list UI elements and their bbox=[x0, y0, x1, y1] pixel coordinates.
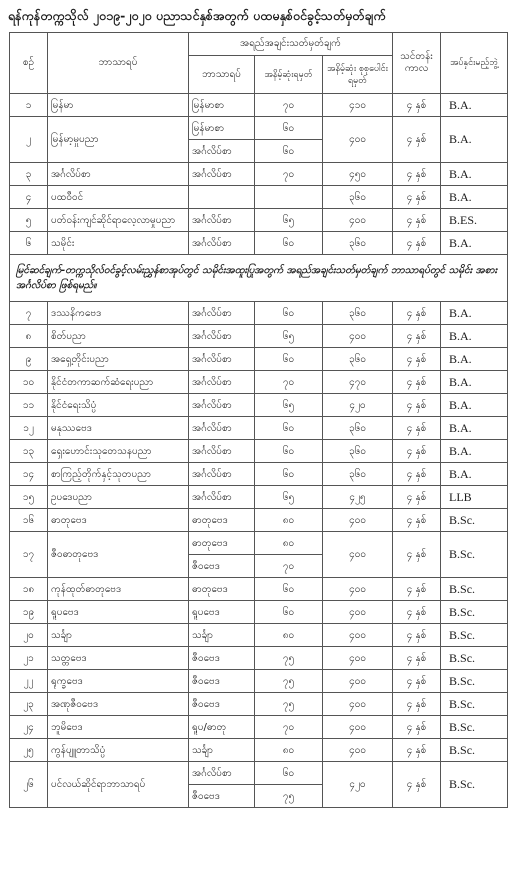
row-required-subject: ဓာတုဗေဒ bbox=[189, 532, 255, 555]
row-min-mark: ၆၀ bbox=[255, 601, 323, 624]
row-degree: B.A. bbox=[441, 394, 508, 417]
row-min-mark: ၆၀ bbox=[255, 348, 323, 371]
row-degree: B.Sc. bbox=[441, 624, 508, 647]
row-duration: ၄ နှစ် bbox=[393, 739, 441, 762]
row-required-subject: မြန်မာစာ bbox=[189, 117, 255, 140]
row-subject: ရုက္ခဗေဒ bbox=[48, 670, 189, 693]
row-duration: ၄ နှစ် bbox=[393, 601, 441, 624]
row-min-total: ၃၆၀ bbox=[323, 417, 393, 440]
row-number: ၁၃ bbox=[10, 440, 48, 463]
row-min-total: ၄၀၀ bbox=[323, 209, 393, 232]
row-min-total: ၃၆၀ bbox=[323, 463, 393, 486]
row-duration: ၄ နှစ် bbox=[393, 509, 441, 532]
header-min-mark: အနိမ့်ဆုံးရမှတ် bbox=[255, 56, 323, 94]
row-subject: ရှေးဟောင်းသုတေသနပညာ bbox=[48, 440, 189, 463]
row-required-subject: အင်္ဂလိပ်စာ bbox=[189, 486, 255, 509]
row-number: ၂၄ bbox=[10, 716, 48, 739]
row-subject: နိုင်ငံတကာဆက်ဆံရေးပညာ bbox=[48, 371, 189, 394]
row-duration: ၄ နှစ် bbox=[393, 394, 441, 417]
row-duration: ၄ နှစ် bbox=[393, 486, 441, 509]
row-degree: B.A. bbox=[441, 117, 508, 163]
row-required-subject: အင်္ဂလိပ်စာ bbox=[189, 302, 255, 325]
row-number: ၂ bbox=[10, 117, 48, 163]
row-number: ၄ bbox=[10, 186, 48, 209]
row-degree: B.A. bbox=[441, 417, 508, 440]
row-subject: အဏုဇီဝဗေဒ bbox=[48, 693, 189, 716]
row-min-mark: ၆၅ bbox=[255, 325, 323, 348]
table-row bbox=[10, 647, 508, 670]
row-subject: စာကြည့်တိုက်နှင့်သုတပညာ bbox=[48, 463, 189, 486]
row-number: ၁၈ bbox=[10, 578, 48, 601]
row-min-total: ၃၆၀ bbox=[323, 232, 393, 255]
row-subject: ဇီဝဓာတုဗေဒ bbox=[48, 532, 189, 578]
row-degree: B.A. bbox=[441, 348, 508, 371]
requirements-table-wrap bbox=[9, 32, 507, 808]
row-subject: သတ္တဗေဒ bbox=[48, 647, 189, 670]
table-row bbox=[10, 371, 508, 394]
row-required-subject: အင်္ဂလိပ်စာ bbox=[189, 762, 255, 785]
row-required-subject: ဓာတုဗေဒ bbox=[189, 509, 255, 532]
table-row bbox=[10, 302, 508, 325]
table-row bbox=[10, 325, 508, 348]
row-min-total: ၄၀၀ bbox=[323, 716, 393, 739]
row-duration: ၄ နှစ် bbox=[393, 624, 441, 647]
table-row bbox=[10, 601, 508, 624]
row-min-mark: ၇၅ bbox=[255, 785, 323, 808]
row-required-subject: သင်္ချာ bbox=[189, 624, 255, 647]
row-number: ၂၆ bbox=[10, 762, 48, 808]
row-duration: ၄ နှစ် bbox=[393, 94, 441, 117]
table-row bbox=[10, 693, 508, 716]
row-degree: B.A. bbox=[441, 232, 508, 255]
row-min-total: ၄၀၀ bbox=[323, 601, 393, 624]
row-required-subject: အင်္ဂလိပ်စာ bbox=[189, 209, 255, 232]
row-min-total: ၄၀၀ bbox=[323, 670, 393, 693]
row-duration: ၄ နှစ် bbox=[393, 647, 441, 670]
row-degree: B.Sc. bbox=[441, 716, 508, 739]
row-number: ၁၄ bbox=[10, 463, 48, 486]
row-number: ၂၁ bbox=[10, 647, 48, 670]
row-subject: ဒဿနိကဗေဒ bbox=[48, 302, 189, 325]
row-min-mark: ၇၀ bbox=[255, 163, 323, 186]
row-number: ၁၀ bbox=[10, 371, 48, 394]
row-required-subject: အင်္ဂလိပ်စာ bbox=[189, 440, 255, 463]
row-degree: B.Sc. bbox=[441, 693, 508, 716]
row-min-total: ၄၀၀ bbox=[323, 532, 393, 578]
row-subject: ကုန်ထုတ်ဓာတုဗေဒ bbox=[48, 578, 189, 601]
row-min-mark: ၆၀ bbox=[255, 463, 323, 486]
row-number: ၂၂ bbox=[10, 670, 48, 693]
table-row bbox=[10, 394, 508, 417]
table-row bbox=[10, 417, 508, 440]
row-required-subject: ဓာတုဗေဒ bbox=[189, 578, 255, 601]
row-number: ၅ bbox=[10, 209, 48, 232]
row-required-subject: အင်္ဂလိပ်စာ bbox=[189, 371, 255, 394]
table-row bbox=[10, 739, 508, 762]
row-duration: ၄ နှစ် bbox=[393, 163, 441, 186]
row-required-subject: မြန်မာစာ bbox=[189, 94, 255, 117]
row-min-mark: ၆၅ bbox=[255, 486, 323, 509]
row-duration: ၄ နှစ် bbox=[393, 186, 441, 209]
row-subject: ပတ်ဝန်းကျင်ဆိုင်ရာလေ့လာမှုပညာ bbox=[48, 209, 189, 232]
row-min-total: ၄၀၀ bbox=[323, 578, 393, 601]
row-degree: B.A. bbox=[441, 440, 508, 463]
row-required-subject: ဇီဝဗေဒ bbox=[189, 647, 255, 670]
row-min-mark: ၈၀ bbox=[255, 532, 323, 555]
row-subject: ပင်လယ်ဆိုင်ရာဘာသာရပ် bbox=[48, 762, 189, 808]
row-min-mark: ၆၅ bbox=[255, 394, 323, 417]
row-required-subject: ရူပဗေဒ bbox=[189, 601, 255, 624]
row-subject: မြန်မာ့မှုပညာ bbox=[48, 117, 189, 163]
table-row bbox=[10, 440, 508, 463]
correction-note-row bbox=[10, 255, 508, 302]
row-number: ၁၉ bbox=[10, 601, 48, 624]
row-min-mark: ၆၀ bbox=[255, 140, 323, 163]
table-row bbox=[10, 509, 508, 532]
header-subject: ဘာသာရပ် bbox=[48, 33, 189, 94]
row-min-mark: ၇၅ bbox=[255, 670, 323, 693]
row-duration: ၄ နှစ် bbox=[393, 348, 441, 371]
row-duration: ၄ နှစ် bbox=[393, 417, 441, 440]
row-min-mark: ၆၀ bbox=[255, 232, 323, 255]
row-degree: B.A. bbox=[441, 463, 508, 486]
row-subject: အင်္ဂလိပ်စာ bbox=[48, 163, 189, 186]
row-duration: ၄ နှစ် bbox=[393, 325, 441, 348]
row-min-mark bbox=[255, 186, 323, 209]
row-degree: B.Sc. bbox=[441, 647, 508, 670]
row-number: ၉ bbox=[10, 348, 48, 371]
table-row bbox=[10, 486, 508, 509]
row-degree: B.Sc. bbox=[441, 578, 508, 601]
correction-note: မြင်ဆင်ချက်-တက္ကသိုလ်ဝင်ခွင့်လမ်းညွှန်စာအုပ်တွင် သမိုင်းအထူးပြုအတွက် အရည်အချင်းသတ်မှတ်ချက် ဘာသာရပ်တွင် သမိုင်း အစား အင်္ဂလိပ်စာ ဖြစ်ရမည်။ bbox=[10, 255, 508, 302]
row-required-subject: အင်္ဂလိပ်စာ bbox=[189, 232, 255, 255]
row-degree: B.A. bbox=[441, 325, 508, 348]
table-row bbox=[10, 578, 508, 601]
row-duration: ၄ နှစ် bbox=[393, 693, 441, 716]
table-row bbox=[10, 232, 508, 255]
table-row bbox=[10, 624, 508, 647]
row-degree: B.A. bbox=[441, 163, 508, 186]
row-degree: LLB bbox=[441, 486, 508, 509]
row-number: ၁၅ bbox=[10, 486, 48, 509]
row-number: ၁၂ bbox=[10, 417, 48, 440]
row-required-subject: အင်္ဂလိပ်စာ bbox=[189, 325, 255, 348]
row-required-subject: ဇီဝဗေဒ bbox=[189, 693, 255, 716]
row-required-subject: အင်္ဂလိပ်စာ bbox=[189, 417, 255, 440]
row-min-mark: ၇၀ bbox=[255, 716, 323, 739]
row-min-mark: ၆၀ bbox=[255, 117, 323, 140]
row-duration: ၄ နှစ် bbox=[393, 117, 441, 163]
row-duration: ၄ နှစ် bbox=[393, 302, 441, 325]
row-number: ၂၃ bbox=[10, 693, 48, 716]
row-min-mark: ၈၀ bbox=[255, 739, 323, 762]
row-duration: ၄ နှစ် bbox=[393, 209, 441, 232]
row-number: ၁ bbox=[10, 94, 48, 117]
row-min-total: ၄၇၀ bbox=[323, 371, 393, 394]
row-min-mark: ၆၀ bbox=[255, 440, 323, 463]
requirements-table bbox=[9, 32, 508, 808]
row-subject: ကွန်ပျူတာသိပ္ပံ bbox=[48, 739, 189, 762]
row-required-subject: သင်္ချာ bbox=[189, 739, 255, 762]
row-required-subject: အင်္ဂလိပ်စာ bbox=[189, 163, 255, 186]
table-body-group-b bbox=[10, 302, 508, 808]
row-number: ၂၅ bbox=[10, 739, 48, 762]
row-min-mark: ၆၀ bbox=[255, 578, 323, 601]
table-row bbox=[10, 670, 508, 693]
row-min-total: ၄၅၀ bbox=[323, 163, 393, 186]
row-number: ၇ bbox=[10, 302, 48, 325]
row-subject: ပထဝီဝင် bbox=[48, 186, 189, 209]
row-duration: ၄ နှစ် bbox=[393, 532, 441, 578]
row-degree: B.Sc. bbox=[441, 739, 508, 762]
row-subject: ရူပဗေဒ bbox=[48, 601, 189, 624]
row-min-total: ၄၂၀ bbox=[323, 394, 393, 417]
row-duration: ၄ နှစ် bbox=[393, 371, 441, 394]
header-duration: သင်တန်း ကာလ bbox=[393, 33, 441, 94]
row-number: ၈ bbox=[10, 325, 48, 348]
row-required-subject: အင်္ဂလိပ်စာ bbox=[189, 140, 255, 163]
table-row bbox=[10, 117, 508, 140]
table-row bbox=[10, 163, 508, 186]
row-degree: B.Sc. bbox=[441, 532, 508, 578]
row-required-subject: အင်္ဂလိပ်စာ bbox=[189, 348, 255, 371]
table-body-group-a bbox=[10, 94, 508, 255]
row-min-total: ၃၆၀ bbox=[323, 440, 393, 463]
row-subject: နိုင်ငံရေးသိပ္ပံ bbox=[48, 394, 189, 417]
row-degree: B.A. bbox=[441, 302, 508, 325]
row-number: ၁၁ bbox=[10, 394, 48, 417]
row-min-total: ၄၀၀ bbox=[323, 117, 393, 163]
row-required-subject: ဇီဝဗေဒ bbox=[189, 670, 255, 693]
row-subject: ဘူမိဗေဒ bbox=[48, 716, 189, 739]
row-min-mark: ၇၀ bbox=[255, 371, 323, 394]
row-degree: B.Sc. bbox=[441, 762, 508, 808]
row-required-subject: ရူပ/ဓာတု bbox=[189, 716, 255, 739]
row-duration: ၄ နှစ် bbox=[393, 463, 441, 486]
row-min-total: ၄၁၀ bbox=[323, 94, 393, 117]
table-row bbox=[10, 94, 508, 117]
table-row bbox=[10, 186, 508, 209]
row-duration: ၄ နှစ် bbox=[393, 440, 441, 463]
row-degree: B.Sc. bbox=[441, 509, 508, 532]
row-subject: သင်္ချာ bbox=[48, 624, 189, 647]
row-min-mark: ၈၀ bbox=[255, 624, 323, 647]
row-required-subject: ဇီဝဗေဒ bbox=[189, 785, 255, 808]
row-min-total: ၃၆၀ bbox=[323, 186, 393, 209]
row-min-total: ၄၀၀ bbox=[323, 325, 393, 348]
row-degree: B.ES. bbox=[441, 209, 508, 232]
row-duration: ၄ နှစ် bbox=[393, 670, 441, 693]
row-min-mark: ၇၅ bbox=[255, 647, 323, 670]
table-row bbox=[10, 532, 508, 555]
row-min-mark: ၇၀ bbox=[255, 94, 323, 117]
row-number: ၂၀ bbox=[10, 624, 48, 647]
row-duration: ၄ နှစ် bbox=[393, 232, 441, 255]
row-subject: အရှေ့တိုင်းပညာ bbox=[48, 348, 189, 371]
row-min-mark: ၆၀ bbox=[255, 417, 323, 440]
row-min-total: ၄၀၀ bbox=[323, 693, 393, 716]
table-row bbox=[10, 762, 508, 785]
row-number: ၁၇ bbox=[10, 532, 48, 578]
row-min-total: ၃၆၀ bbox=[323, 302, 393, 325]
row-required-subject: အင်္ဂလိပ်စာ bbox=[189, 394, 255, 417]
header-min-total: အနိမ့်ဆုံး စုစုပေါင်းရမှတ် bbox=[323, 56, 393, 94]
row-min-mark: ၈၀ bbox=[255, 509, 323, 532]
row-min-mark: ၇၅ bbox=[255, 693, 323, 716]
table-row bbox=[10, 348, 508, 371]
row-degree: B.Sc. bbox=[441, 601, 508, 624]
row-min-total: ၄၀၀ bbox=[323, 509, 393, 532]
row-min-total: ၄၂၀ bbox=[323, 762, 393, 808]
header-degree: အပ်နှင်းမည့်ဘွဲ့ bbox=[441, 33, 508, 94]
table-row bbox=[10, 463, 508, 486]
row-number: ၃ bbox=[10, 163, 48, 186]
row-min-mark: ၇၀ bbox=[255, 555, 323, 578]
header-requirements: အရည်အချင်းသတ်မှတ်ချက် bbox=[189, 33, 393, 56]
row-degree: B.A. bbox=[441, 371, 508, 394]
row-subject: စိတ်ပညာ bbox=[48, 325, 189, 348]
row-min-total: ၄၂၅ bbox=[323, 486, 393, 509]
page-title: ရန်ကုန်တက္ကသိုလ် ၂၀၁၉-၂၀၂၀ ပညာသင်နှစ်အတွက် ပထမနှစ်ဝင်ခွင့်သတ်မှတ်ချက် bbox=[8, 8, 386, 23]
row-duration: ၄ နှစ် bbox=[393, 716, 441, 739]
row-subject: ဓာတုဗေဒ bbox=[48, 509, 189, 532]
row-duration: ၄ နှစ် bbox=[393, 578, 441, 601]
row-min-mark: ၆၀ bbox=[255, 762, 323, 785]
row-number: ၆ bbox=[10, 232, 48, 255]
row-degree: B.A. bbox=[441, 94, 508, 117]
row-subject: ဥပဒေပညာ bbox=[48, 486, 189, 509]
row-min-mark: ၆၀ bbox=[255, 302, 323, 325]
table-note-body bbox=[10, 255, 508, 302]
row-subject: မနုဿဗေဒ bbox=[48, 417, 189, 440]
row-required-subject bbox=[189, 186, 255, 209]
row-subject: သမိုင်း bbox=[48, 232, 189, 255]
table-row bbox=[10, 716, 508, 739]
row-required-subject: အင်္ဂလိပ်စာ bbox=[189, 463, 255, 486]
row-min-total: ၄၀၀ bbox=[323, 739, 393, 762]
row-required-subject: ဇီဝဗေဒ bbox=[189, 555, 255, 578]
row-min-mark: ၆၅ bbox=[255, 209, 323, 232]
table-row bbox=[10, 209, 508, 232]
row-subject: မြန်မာ bbox=[48, 94, 189, 117]
row-duration: ၄ နှစ် bbox=[393, 762, 441, 808]
row-degree: B.Sc. bbox=[441, 670, 508, 693]
row-min-total: ၃၆၀ bbox=[323, 348, 393, 371]
row-min-total: ၄၀၀ bbox=[323, 647, 393, 670]
row-degree: B.A. bbox=[441, 186, 508, 209]
row-number: ၁၆ bbox=[10, 509, 48, 532]
header-no: စဉ် bbox=[10, 33, 48, 94]
header-req-subject: ဘာသာရပ် bbox=[189, 56, 255, 94]
row-min-total: ၄၀၀ bbox=[323, 624, 393, 647]
